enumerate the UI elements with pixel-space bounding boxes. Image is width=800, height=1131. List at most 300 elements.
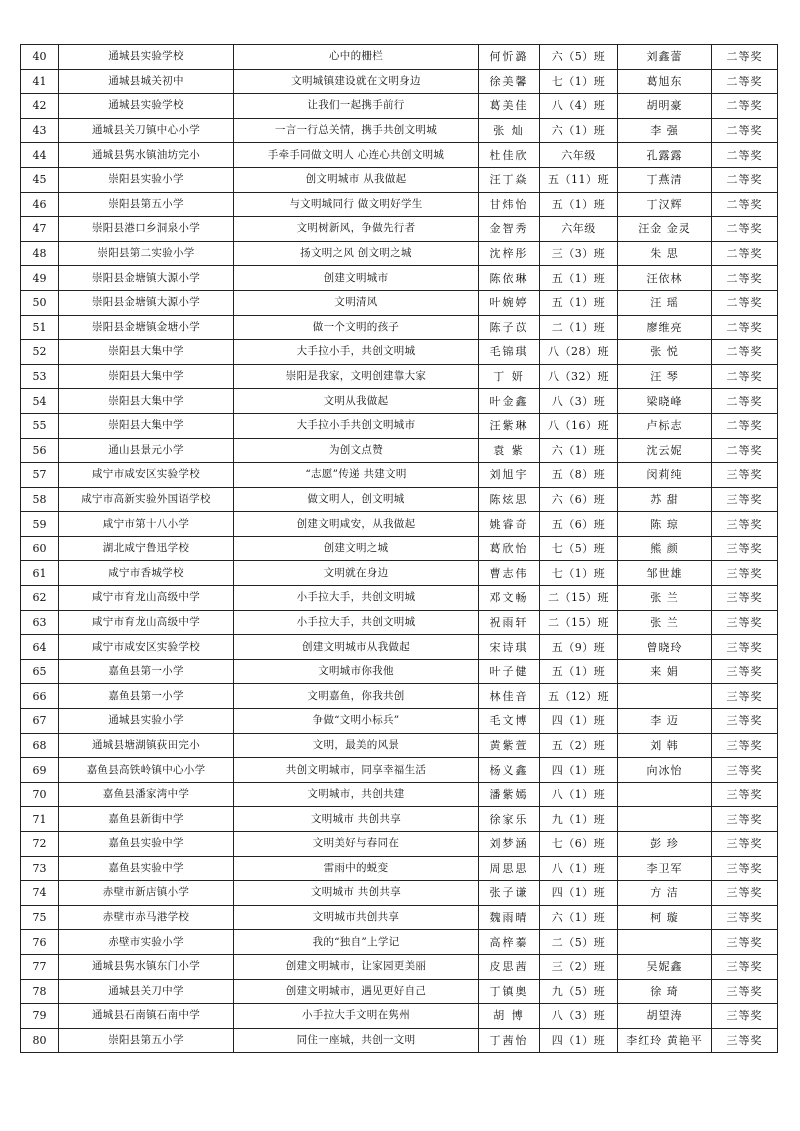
class-cell: 五（6）班 xyxy=(540,512,618,537)
class-cell: 八（4）班 xyxy=(540,94,618,119)
table-row xyxy=(21,241,778,266)
class-cell: 五（2）班 xyxy=(540,733,618,758)
work-title-cell: “志愿”传递 共建文明 xyxy=(234,463,479,488)
class-cell: 五（12）班 xyxy=(540,684,618,709)
student-name-cell: 毛文博 xyxy=(479,709,540,734)
teacher-name-cell: 卢标志 xyxy=(618,413,712,438)
award-level-cell: 三等奖 xyxy=(712,979,778,1004)
student-name-cell: 陈子苡 xyxy=(479,315,540,340)
work-title-cell: 做文明人，创文明城 xyxy=(234,487,479,512)
row-number: 76 xyxy=(21,930,59,955)
teacher-name-cell: 丁燕清 xyxy=(618,167,712,192)
teacher-name-cell: 方 洁 xyxy=(618,881,712,906)
class-cell: 七（1）班 xyxy=(540,561,618,586)
student-name-cell: 刘旭宇 xyxy=(479,463,540,488)
teacher-name-cell: 朱 思 xyxy=(618,241,712,266)
school-name-cell: 通城县隽水镇东门小学 xyxy=(59,954,234,979)
award-level-cell: 三等奖 xyxy=(712,684,778,709)
school-name-cell: 赤壁市赤马港学校 xyxy=(59,905,234,930)
award-level-cell: 三等奖 xyxy=(712,733,778,758)
school-name-cell: 崇阳县大集中学 xyxy=(59,413,234,438)
teacher-name-cell: 张 兰 xyxy=(618,610,712,635)
table-row xyxy=(21,487,778,512)
school-name-cell: 咸宁市咸安区实验学校 xyxy=(59,635,234,660)
class-cell: 六（6）班 xyxy=(540,487,618,512)
work-title-cell: 文明从我做起 xyxy=(234,389,479,414)
table-row xyxy=(21,94,778,119)
work-title-cell: 我的“独自”上学记 xyxy=(234,930,479,955)
student-name-cell: 刘梦涵 xyxy=(479,832,540,857)
student-name-cell: 徐美馨 xyxy=(479,69,540,94)
table-row xyxy=(21,709,778,734)
class-cell: 八（16）班 xyxy=(540,413,618,438)
teacher-name-cell: 曾晓玲 xyxy=(618,635,712,660)
class-cell: 四（1）班 xyxy=(540,709,618,734)
teacher-name-cell: 汪 琴 xyxy=(618,364,712,389)
award-level-cell: 三等奖 xyxy=(712,709,778,734)
row-number: 71 xyxy=(21,807,59,832)
table-row xyxy=(21,512,778,537)
teacher-name-cell: 汪 瑶 xyxy=(618,290,712,315)
school-name-cell: 崇阳县第二实验小学 xyxy=(59,241,234,266)
teacher-name-cell: 彭 珍 xyxy=(618,832,712,857)
student-name-cell: 潘紫嫣 xyxy=(479,782,540,807)
table-row xyxy=(21,905,778,930)
table-row xyxy=(21,659,778,684)
work-title-cell: 雷雨中的蜕变 xyxy=(234,856,479,881)
school-name-cell: 崇阳县大集中学 xyxy=(59,364,234,389)
class-cell: 四（1）班 xyxy=(540,758,618,783)
row-number: 42 xyxy=(21,94,59,119)
work-title-cell: 文明就在身边 xyxy=(234,561,479,586)
table-row xyxy=(21,340,778,365)
class-cell: 二（5）班 xyxy=(540,930,618,955)
work-title-cell: 文明清风 xyxy=(234,290,479,315)
row-number: 80 xyxy=(21,1028,59,1053)
teacher-name-cell: 张 悦 xyxy=(618,340,712,365)
school-name-cell: 嘉鱼县实验中学 xyxy=(59,832,234,857)
student-name-cell: 杜佳欣 xyxy=(479,143,540,168)
school-name-cell: 通城县关刀中学 xyxy=(59,979,234,1004)
class-cell: 六年级 xyxy=(540,217,618,242)
teacher-name-cell xyxy=(618,807,712,832)
class-cell: 五（11）班 xyxy=(540,167,618,192)
table-row xyxy=(21,856,778,881)
class-cell: 八（1）班 xyxy=(540,782,618,807)
class-cell: 八（28）班 xyxy=(540,340,618,365)
teacher-name-cell: 孔露露 xyxy=(618,143,712,168)
award-level-cell: 二等奖 xyxy=(712,45,778,70)
student-name-cell: 胡 博 xyxy=(479,1004,540,1029)
student-name-cell: 丁 妍 xyxy=(479,364,540,389)
student-name-cell: 汪丁焱 xyxy=(479,167,540,192)
row-number: 78 xyxy=(21,979,59,1004)
class-cell: 九（5）班 xyxy=(540,979,618,1004)
award-level-cell: 二等奖 xyxy=(712,438,778,463)
award-level-cell: 三等奖 xyxy=(712,930,778,955)
award-level-cell: 三等奖 xyxy=(712,487,778,512)
award-level-cell: 二等奖 xyxy=(712,118,778,143)
class-cell: 八（32）班 xyxy=(540,364,618,389)
student-name-cell: 高梓蓁 xyxy=(479,930,540,955)
class-cell: 八（3）班 xyxy=(540,389,618,414)
table-row xyxy=(21,143,778,168)
teacher-name-cell: 闵莉纯 xyxy=(618,463,712,488)
table-row xyxy=(21,954,778,979)
award-level-cell: 三等奖 xyxy=(712,782,778,807)
class-cell: 五（9）班 xyxy=(540,635,618,660)
work-title-cell: 文明树新风，争做先行者 xyxy=(234,217,479,242)
work-title-cell: 扬文明之风 创文明之城 xyxy=(234,241,479,266)
school-name-cell: 崇阳县港口乡洞泉小学 xyxy=(59,217,234,242)
class-cell: 七（6）班 xyxy=(540,832,618,857)
student-name-cell: 周思思 xyxy=(479,856,540,881)
table-row xyxy=(21,315,778,340)
class-cell: 六（5）班 xyxy=(540,45,618,70)
row-number: 79 xyxy=(21,1004,59,1029)
teacher-name-cell: 向冰怡 xyxy=(618,758,712,783)
award-level-cell: 二等奖 xyxy=(712,389,778,414)
class-cell: 九（1）班 xyxy=(540,807,618,832)
student-name-cell: 张子谦 xyxy=(479,881,540,906)
school-name-cell: 通城县关刀镇中心小学 xyxy=(59,118,234,143)
teacher-name-cell: 吴妮鑫 xyxy=(618,954,712,979)
work-title-cell: 大手拉小手，共创文明城 xyxy=(234,340,479,365)
class-cell: 六（1）班 xyxy=(540,905,618,930)
row-number: 48 xyxy=(21,241,59,266)
table-row xyxy=(21,45,778,70)
teacher-name-cell: 丁汉辉 xyxy=(618,192,712,217)
table-row xyxy=(21,1028,778,1053)
student-name-cell: 魏雨晴 xyxy=(479,905,540,930)
school-name-cell: 通山县景元小学 xyxy=(59,438,234,463)
school-name-cell: 崇阳县第五小学 xyxy=(59,192,234,217)
teacher-name-cell: 来 娟 xyxy=(618,659,712,684)
class-cell: 八（1）班 xyxy=(540,856,618,881)
student-name-cell: 袁 紫 xyxy=(479,438,540,463)
school-name-cell: 通城县石南镇石南中学 xyxy=(59,1004,234,1029)
table-row xyxy=(21,266,778,291)
school-name-cell: 通城县实验学校 xyxy=(59,94,234,119)
school-name-cell: 崇阳县大集中学 xyxy=(59,340,234,365)
work-title-cell: 崇阳是我家，文明创建靠大家 xyxy=(234,364,479,389)
award-level-cell: 二等奖 xyxy=(712,143,778,168)
school-name-cell: 赤壁市实验小学 xyxy=(59,930,234,955)
teacher-name-cell: 胡明豪 xyxy=(618,94,712,119)
work-title-cell: 文明城镇建设就在文明身边 xyxy=(234,69,479,94)
teacher-name-cell xyxy=(618,930,712,955)
award-level-cell: 二等奖 xyxy=(712,167,778,192)
award-level-cell: 三等奖 xyxy=(712,905,778,930)
student-name-cell: 何忻潞 xyxy=(479,45,540,70)
table-row xyxy=(21,758,778,783)
school-name-cell: 咸宁市第十八小学 xyxy=(59,512,234,537)
school-name-cell: 崇阳县金塘镇大源小学 xyxy=(59,290,234,315)
class-cell: 五（1）班 xyxy=(540,192,618,217)
teacher-name-cell: 葛旭东 xyxy=(618,69,712,94)
student-name-cell: 陈依琳 xyxy=(479,266,540,291)
row-number: 50 xyxy=(21,290,59,315)
class-cell: 八（3）班 xyxy=(540,1004,618,1029)
work-title-cell: 文明城市共创共享 xyxy=(234,905,479,930)
work-title-cell: 小手拉大手文明在隽州 xyxy=(234,1004,479,1029)
table-row xyxy=(21,586,778,611)
award-level-cell: 三等奖 xyxy=(712,659,778,684)
table-row xyxy=(21,167,778,192)
school-name-cell: 赤壁市新店镇小学 xyxy=(59,881,234,906)
student-name-cell: 宋诗琪 xyxy=(479,635,540,660)
class-cell: 六（1）班 xyxy=(540,438,618,463)
work-title-cell: 创文明城市 从我做起 xyxy=(234,167,479,192)
school-name-cell: 嘉鱼县新街中学 xyxy=(59,807,234,832)
student-name-cell: 黄紫萱 xyxy=(479,733,540,758)
student-name-cell: 沈梓彤 xyxy=(479,241,540,266)
student-name-cell: 杨义鑫 xyxy=(479,758,540,783)
work-title-cell: 文明城市 共创共享 xyxy=(234,807,479,832)
row-number: 47 xyxy=(21,217,59,242)
school-name-cell: 湖北咸宁鲁迅学校 xyxy=(59,536,234,561)
table-row xyxy=(21,807,778,832)
student-name-cell: 叶金鑫 xyxy=(479,389,540,414)
work-title-cell: 做一个文明的孩子 xyxy=(234,315,479,340)
teacher-name-cell: 汪金 金灵 xyxy=(618,217,712,242)
school-name-cell: 咸宁市香城学校 xyxy=(59,561,234,586)
table-row xyxy=(21,118,778,143)
table-row xyxy=(21,782,778,807)
row-number: 53 xyxy=(21,364,59,389)
school-name-cell: 嘉鱼县第一小学 xyxy=(59,684,234,709)
school-name-cell: 通城县实验学校 xyxy=(59,45,234,70)
row-number: 72 xyxy=(21,832,59,857)
work-title-cell: 心中的栅栏 xyxy=(234,45,479,70)
class-cell: 五（1）班 xyxy=(540,290,618,315)
school-name-cell: 通城县城关初中 xyxy=(59,69,234,94)
row-number: 64 xyxy=(21,635,59,660)
table-row xyxy=(21,930,778,955)
award-level-cell: 三等奖 xyxy=(712,463,778,488)
award-level-cell: 三等奖 xyxy=(712,635,778,660)
school-name-cell: 崇阳县大集中学 xyxy=(59,389,234,414)
student-name-cell: 丁茜怡 xyxy=(479,1028,540,1053)
work-title-cell: 文明美好与春同在 xyxy=(234,832,479,857)
class-cell: 三（3）班 xyxy=(540,241,618,266)
student-name-cell: 叶子健 xyxy=(479,659,540,684)
row-number: 65 xyxy=(21,659,59,684)
work-title-cell: 文明，最美的风景 xyxy=(234,733,479,758)
row-number: 57 xyxy=(21,463,59,488)
work-title-cell: 小手拉大手，共创文明城 xyxy=(234,586,479,611)
award-table xyxy=(20,44,778,1053)
row-number: 77 xyxy=(21,954,59,979)
student-name-cell: 徐家乐 xyxy=(479,807,540,832)
class-cell: 七（1）班 xyxy=(540,69,618,94)
row-number: 68 xyxy=(21,733,59,758)
teacher-name-cell: 廖维亮 xyxy=(618,315,712,340)
row-number: 66 xyxy=(21,684,59,709)
table-row xyxy=(21,733,778,758)
work-title-cell: 争做“文明小标兵” xyxy=(234,709,479,734)
award-level-cell: 三等奖 xyxy=(712,832,778,857)
table-row xyxy=(21,438,778,463)
row-number: 74 xyxy=(21,881,59,906)
school-name-cell: 崇阳县金塘镇金塘小学 xyxy=(59,315,234,340)
work-title-cell: 创建文明之城 xyxy=(234,536,479,561)
teacher-name-cell: 李 迈 xyxy=(618,709,712,734)
row-number: 41 xyxy=(21,69,59,94)
row-number: 75 xyxy=(21,905,59,930)
school-name-cell: 嘉鱼县高铁岭镇中心小学 xyxy=(59,758,234,783)
row-number: 69 xyxy=(21,758,59,783)
award-level-cell: 二等奖 xyxy=(712,315,778,340)
class-cell: 六（1）班 xyxy=(540,118,618,143)
school-name-cell: 通城县隽水镇油坊完小 xyxy=(59,143,234,168)
table-row xyxy=(21,413,778,438)
class-cell: 二（1）班 xyxy=(540,315,618,340)
row-number: 67 xyxy=(21,709,59,734)
award-level-cell: 三等奖 xyxy=(712,586,778,611)
award-list-sheet xyxy=(20,44,777,1053)
row-number: 43 xyxy=(21,118,59,143)
award-level-cell: 三等奖 xyxy=(712,1028,778,1053)
award-level-cell: 三等奖 xyxy=(712,807,778,832)
school-name-cell: 嘉鱼县第一小学 xyxy=(59,659,234,684)
school-name-cell: 咸宁市咸安区实验学校 xyxy=(59,463,234,488)
school-name-cell: 通城县塘湖镇荻田完小 xyxy=(59,733,234,758)
award-level-cell: 三等奖 xyxy=(712,1004,778,1029)
award-level-cell: 三等奖 xyxy=(712,561,778,586)
student-name-cell: 葛美佳 xyxy=(479,94,540,119)
teacher-name-cell: 邹世雄 xyxy=(618,561,712,586)
student-name-cell: 金智秀 xyxy=(479,217,540,242)
row-number: 55 xyxy=(21,413,59,438)
class-cell: 五（1）班 xyxy=(540,659,618,684)
teacher-name-cell: 苏 甜 xyxy=(618,487,712,512)
student-name-cell: 祝雨轩 xyxy=(479,610,540,635)
teacher-name-cell: 汪依林 xyxy=(618,266,712,291)
award-level-cell: 三等奖 xyxy=(712,758,778,783)
row-number: 61 xyxy=(21,561,59,586)
award-level-cell: 二等奖 xyxy=(712,69,778,94)
table-row xyxy=(21,881,778,906)
work-title-cell: 创建文明城市，遇见更好自己 xyxy=(234,979,479,1004)
student-name-cell: 毛锦琪 xyxy=(479,340,540,365)
row-number: 70 xyxy=(21,782,59,807)
row-number: 45 xyxy=(21,167,59,192)
row-number: 52 xyxy=(21,340,59,365)
student-name-cell: 林佳音 xyxy=(479,684,540,709)
table-row xyxy=(21,463,778,488)
award-level-cell: 三等奖 xyxy=(712,610,778,635)
work-title-cell: 共创文明城市，同享幸福生活 xyxy=(234,758,479,783)
work-title-cell: 创建文明城市从我做起 xyxy=(234,635,479,660)
work-title-cell: 为创文点赞 xyxy=(234,438,479,463)
table-row xyxy=(21,69,778,94)
class-cell: 六年级 xyxy=(540,143,618,168)
row-number: 49 xyxy=(21,266,59,291)
class-cell: 二（15）班 xyxy=(540,586,618,611)
row-number: 54 xyxy=(21,389,59,414)
teacher-name-cell: 李卫军 xyxy=(618,856,712,881)
row-number: 51 xyxy=(21,315,59,340)
table-row xyxy=(21,979,778,1004)
table-row xyxy=(21,561,778,586)
award-level-cell: 二等奖 xyxy=(712,94,778,119)
award-level-cell: 二等奖 xyxy=(712,192,778,217)
work-title-cell: 文明城市 共创共享 xyxy=(234,881,479,906)
row-number: 73 xyxy=(21,856,59,881)
award-level-cell: 三等奖 xyxy=(712,954,778,979)
award-level-cell: 二等奖 xyxy=(712,266,778,291)
school-name-cell: 咸宁市高新实验外国语学校 xyxy=(59,487,234,512)
row-number: 46 xyxy=(21,192,59,217)
work-title-cell: 让我们一起携手前行 xyxy=(234,94,479,119)
table-row xyxy=(21,684,778,709)
work-title-cell: 文明城市你我他 xyxy=(234,659,479,684)
work-title-cell: 创建文明城市 xyxy=(234,266,479,291)
table-row xyxy=(21,290,778,315)
award-table-body xyxy=(21,45,778,1053)
teacher-name-cell: 陈 琼 xyxy=(618,512,712,537)
table-row xyxy=(21,610,778,635)
work-title-cell: 小手拉大手，共创文明城 xyxy=(234,610,479,635)
work-title-cell: 文明嘉鱼，你我共创 xyxy=(234,684,479,709)
row-number: 60 xyxy=(21,536,59,561)
class-cell: 二（15）班 xyxy=(540,610,618,635)
student-name-cell: 张 灿 xyxy=(479,118,540,143)
award-level-cell: 三等奖 xyxy=(712,881,778,906)
row-number: 59 xyxy=(21,512,59,537)
work-title-cell: 创建文明咸安，从我做起 xyxy=(234,512,479,537)
award-level-cell: 三等奖 xyxy=(712,536,778,561)
award-level-cell: 三等奖 xyxy=(712,856,778,881)
school-name-cell: 嘉鱼县实验中学 xyxy=(59,856,234,881)
work-title-cell: 一言一行总关情，携手共创文明城 xyxy=(234,118,479,143)
class-cell: 五（1）班 xyxy=(540,266,618,291)
teacher-name-cell xyxy=(618,684,712,709)
student-name-cell: 葛欣怡 xyxy=(479,536,540,561)
class-cell: 五（8）班 xyxy=(540,463,618,488)
table-row xyxy=(21,192,778,217)
class-cell: 四（1）班 xyxy=(540,1028,618,1053)
school-name-cell: 嘉鱼县潘家湾中学 xyxy=(59,782,234,807)
award-level-cell: 二等奖 xyxy=(712,290,778,315)
class-cell: 七（5）班 xyxy=(540,536,618,561)
row-number: 63 xyxy=(21,610,59,635)
student-name-cell: 姚睿奇 xyxy=(479,512,540,537)
award-level-cell: 二等奖 xyxy=(712,364,778,389)
table-row xyxy=(21,1004,778,1029)
teacher-name-cell xyxy=(618,782,712,807)
award-level-cell: 二等奖 xyxy=(712,241,778,266)
teacher-name-cell: 张 兰 xyxy=(618,586,712,611)
award-level-cell: 二等奖 xyxy=(712,340,778,365)
teacher-name-cell: 徐 琦 xyxy=(618,979,712,1004)
table-row xyxy=(21,217,778,242)
row-number: 58 xyxy=(21,487,59,512)
student-name-cell: 甘炜怡 xyxy=(479,192,540,217)
class-cell: 四（1）班 xyxy=(540,881,618,906)
teacher-name-cell: 柯 璇 xyxy=(618,905,712,930)
row-number: 56 xyxy=(21,438,59,463)
award-level-cell: 三等奖 xyxy=(712,512,778,537)
school-name-cell: 通城县实验小学 xyxy=(59,709,234,734)
teacher-name-cell: 沈云妮 xyxy=(618,438,712,463)
teacher-name-cell: 胡望涛 xyxy=(618,1004,712,1029)
work-title-cell: 与文明城同行 做文明好学生 xyxy=(234,192,479,217)
award-level-cell: 二等奖 xyxy=(712,217,778,242)
award-level-cell: 二等奖 xyxy=(712,413,778,438)
teacher-name-cell: 李 强 xyxy=(618,118,712,143)
